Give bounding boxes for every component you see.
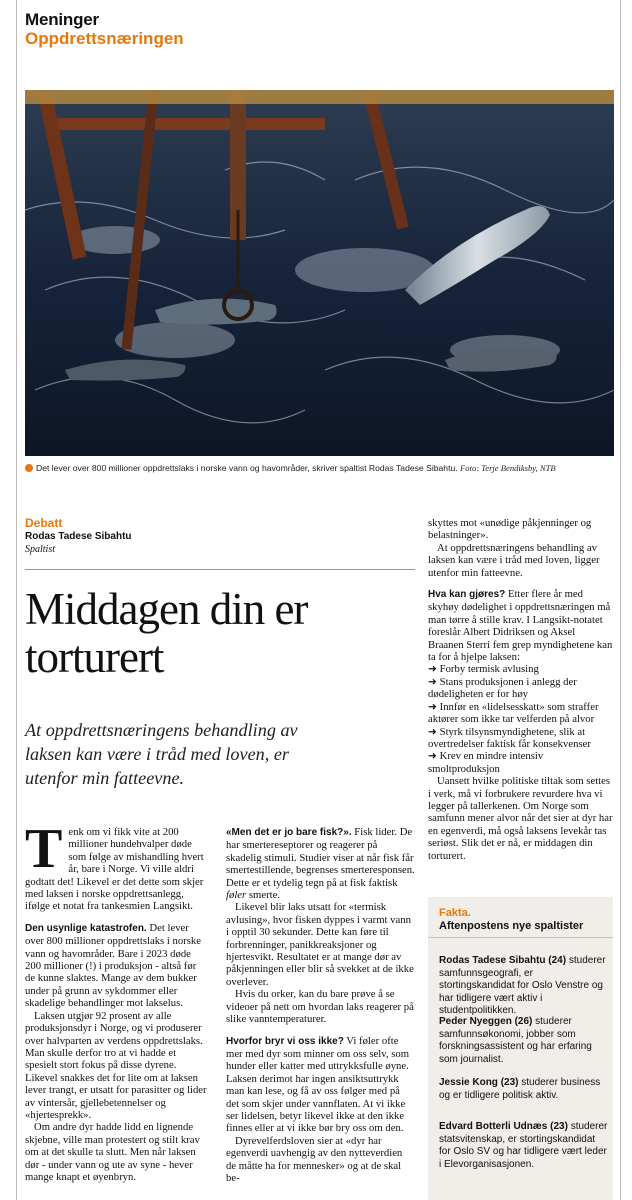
- body-paragraph: Likevel blir laks utsatt for «termisk avlusing», hvor fisken dyppes i varmt vann i opptil 30 sekunder. Dette kan føre til forbrenninger, panikkreaksjoner og hjertesvikt. Resultatet er at mange dør av påkjenningen eller blir så svekket at de ikke overlever.: [226, 901, 414, 988]
- section-title: Meninger: [25, 10, 99, 29]
- ingress: At oppdrettsnæringens behandling av laksen kan være i tråd med loven, er utenfor min fatteevne.: [25, 720, 298, 788]
- fact-item: Peder Nyeggen (26) studerer samfunnsøkonomi, jobber som forskningsassistent og har erfaring som journalist.: [439, 1016, 592, 1065]
- byline: [25, 516, 415, 556]
- caption-bullet-icon: [25, 464, 33, 472]
- section-header: [25, 10, 184, 48]
- caption-text: Det lever over 800 millioner oppdrettslaks i norske vann og havområder, skriver spaltist Rodas Tadese Sibahtu.: [36, 463, 458, 473]
- body-paragraph: Hvorfor bryr vi oss ikke? Vi føler ofte mer med dyr som minner om oss selv, som hunder eller katter med uttrykksfulle øyne. Laksen derimot har ingen ansiktsuttrykk man kan lese, og få av oss følger med på det som skjer under vannflaten. At vi ikke ser lidelsen, betyr likevel ikke at den ikke finnes eller at vi ikke bør bry oss om den.: [226, 1034, 410, 1135]
- subheading: Hva kan gjøres?: [428, 589, 506, 601]
- fact-divider: [428, 937, 613, 938]
- body-paragraph: Tenk om vi fikk vite at 200 millioner hundehvalper døde som følge av mishandling hvert år, bare i Norge. Vi ville aldri godtatt det! Likevel er det dette som skjer med laksen i norske oppdrettsanlegg, ifølge et notat fra tankesmien Langsikt.: [25, 818, 204, 913]
- subheading: Hvorfor bryr vi oss ikke?: [226, 1035, 344, 1047]
- list-item: ➜ Styrk tilsynsmyndighetene, slik at overtredelser faktisk får konsekvenser: [428, 725, 591, 750]
- subheading: Den usynlige katastrofen.: [25, 922, 147, 934]
- headline: Middagen din er torturert: [25, 584, 308, 682]
- body-paragraph: Laksen utgjør 92 prosent av alle produksjonsdyr i Norge, og vi produserer over halvparten av verdens oppdrettslaks. Man skulle derfor tro at vi hadde et spesielt stort fokus på disse dyrene. Likevel snakkes det for lite om at laksen lever trangt, er utsatt for parasitter og lider av vintersår, gjellebetennelser og «hjertesprekk».: [25, 1009, 207, 1121]
- body-column-2: [226, 826, 415, 1184]
- fact-item: Rodas Tadese Sibahtu (24) studerer samfunnsgeografi, er stortingskandidat for Oslo Venstre og har tidligere vært aktiv i studentpolitikken.: [439, 955, 606, 1017]
- drop-cap: T: [25, 818, 63, 880]
- fact-item: Jessie Kong (23) studerer business og er tidligere politisk aktiv.: [439, 1077, 601, 1101]
- body-paragraph: At oppdrettsnæringens behandling av laksen kan være i tråd med loven, ligger utenfor min fatteevne.: [428, 541, 600, 579]
- arrow-icon: ➜: [428, 675, 437, 688]
- salmon-net-photo: [25, 90, 614, 456]
- arrow-icon: ➜: [428, 725, 437, 738]
- body-paragraph: Om andre dyr hadde lidd en lignende skjebne, ville man protestert og stilt krav om at det skulle ta slutt. Men når laksen dør - under vann og ute av syne - hever mange knapt et øyenbryn.: [25, 1121, 200, 1183]
- fact-item: Edvard Botterli Udnæs (23) studerer statsvitenskap, er stortingskandidat for Oslo SV og har tidligere vært leder i Elevorganisasjonen.: [439, 1121, 608, 1170]
- body-paragraph: Uansett hvilke politiske tiltak som settes i verk, må vi forbrukere revurdere hva vi legger på tallerkenen. Om Norge som samfunn mener alvor når det sier at dyr har en egenverdi, må også laksens levekår tas seriøst. Slik det er nå, er middagen din torturert.: [428, 775, 613, 862]
- body-paragraph: Hva kan gjøres? Etter flere år med skyhøy dødelighet i oppdrettsnæringen må man tørre å stille krav. I Langsikt-notatet foreslår Albert Didriksen og Aksel Braanen Sterri fem grep myndighetene kan ta for å hjelpe laksen:: [428, 588, 613, 664]
- list-item: ➜ Krev en mindre intensiv smoltproduksjon: [428, 750, 544, 775]
- body-paragraph: Den usynlige katastrofen. Det lever over 800 millioner oppdrettslaks i norske vann og havområder. Bare i 2023 døde 200 millioner (!) i produksjon - altså før de kunne slaktes. Mange av dem bukker under på grunn av sykdommer eller skadelige behandlinger mot lakselus.: [25, 921, 202, 1010]
- byline-role: Spaltist: [25, 544, 56, 555]
- body-paragraph: Hvis du orker, kan du bare prøve å se videoer på nett om hvordan laks reagerer på slike vanntemperaturer.: [226, 988, 414, 1026]
- body-paragraph: «Men det er jo bare fisk?». Fisk lider. De har smertereseptorer og reagerer på skadelig stimuli. Studier viser at når fisk får smertestillende, begrenses smerteresponsen. Dette er et tydelig tegn på at fisk faktisk føler smerte.: [226, 826, 415, 902]
- list-item: ➜ Stans produksjonen i anlegg der dødeligheten er for høy: [428, 675, 577, 701]
- fact-kicker: Fakta.: [439, 907, 471, 919]
- byline-divider: [25, 569, 415, 570]
- list-item: ➜ Forby termisk avlusing: [428, 663, 539, 676]
- fact-box: [428, 897, 613, 1200]
- body-column-1: [25, 818, 209, 1183]
- article-photo: [25, 90, 614, 456]
- byline-author: Rodas Tadese Sibahtu: [25, 531, 132, 542]
- arrow-icon: ➜: [428, 700, 437, 713]
- photo-credit: Foto: Terje Bendiksby, NTB: [460, 463, 556, 473]
- body-paragraph: Dyrevelferdsloven sier at «dyr har egenverdi uavhengig av den nytteverdien de måtte ha for mennesker» og at de skal be-: [226, 1134, 403, 1184]
- subheading: «Men det er jo bare fisk?».: [226, 827, 352, 838]
- fact-title: Aftenpostens nye spaltister: [439, 920, 584, 932]
- body-paragraph: skyttes mot «unødige påkjenninger og belastninger».: [428, 517, 592, 542]
- body-column-3: [428, 517, 613, 862]
- arrow-icon: ➜: [428, 663, 437, 676]
- photo-caption: [25, 462, 610, 475]
- subsection-title: Oppdrettsnæringen: [25, 29, 184, 48]
- list-item: ➜ Innfør en «lidelsesskatt» som straffer aktører som ikke tar velferden på alvor: [428, 700, 599, 726]
- proposal-list: [428, 663, 613, 775]
- arrow-icon: ➜: [428, 750, 437, 763]
- byline-kicker: Debatt: [25, 516, 63, 530]
